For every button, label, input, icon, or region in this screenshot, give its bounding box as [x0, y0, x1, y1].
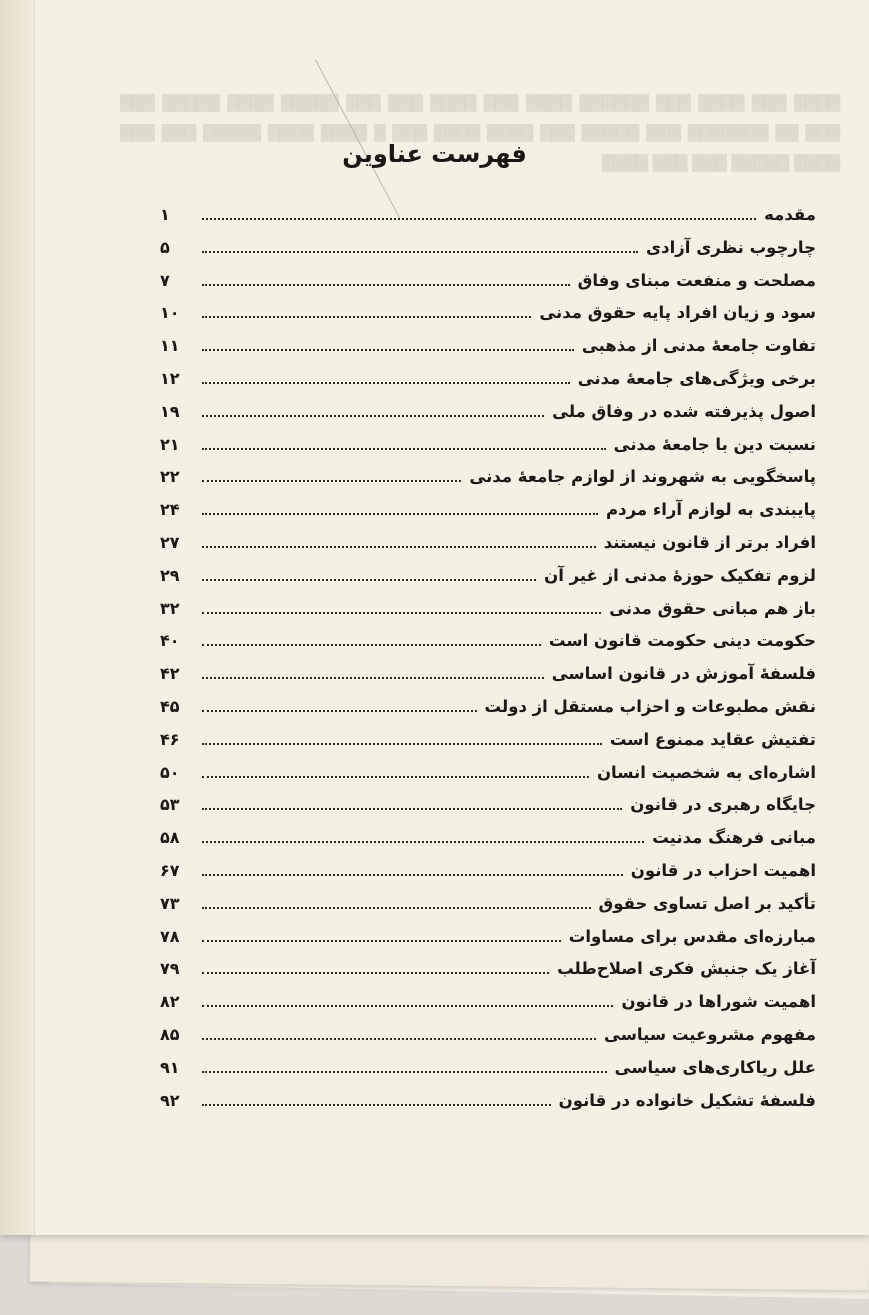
toc-page-number: ۲۷ — [160, 532, 180, 552]
toc-entry-title: فلسفهٔ تشکیل خانواده در قانون — [558, 1090, 816, 1110]
toc-leader-dots — [202, 873, 623, 876]
toc-page-number: ۴۵ — [160, 696, 180, 716]
toc-entry — [160, 927, 816, 960]
toc-page-number: ۱۱ — [160, 336, 180, 356]
toc-entry-title: پایبندی به لوازم آراء مردم — [606, 500, 816, 520]
toc-leader-dots — [202, 971, 549, 974]
toc-entry — [160, 435, 816, 468]
toc-page-number: ۸۲ — [160, 992, 180, 1012]
toc-entry — [160, 664, 816, 697]
toc-page-number: ۵۰ — [160, 762, 180, 782]
toc-leader-dots — [202, 578, 536, 581]
toc-page-number: ۲۱ — [160, 434, 180, 454]
toc-leader-dots — [202, 250, 638, 253]
toc-page-number: ۷۸ — [160, 926, 180, 946]
toc-page-number: ۳۲ — [160, 598, 180, 618]
toc-page-number: ۵ — [160, 237, 170, 257]
toc-entry — [160, 369, 816, 402]
toc-page-number: ۴۶ — [160, 729, 180, 749]
toc-entry-title: نسبت دین با جامعهٔ مدنی — [613, 434, 816, 454]
toc-entry-title: مصلحت و منفعت مبنای وفاق — [577, 270, 816, 290]
page-binding-edge — [0, 0, 35, 1235]
toc-entry — [160, 828, 816, 861]
toc-entry — [160, 631, 816, 664]
toc-entry — [160, 599, 816, 632]
toc-page-number: ۵۸ — [160, 828, 180, 848]
toc-leader-dots — [202, 1070, 607, 1073]
toc-leader-dots — [202, 447, 606, 450]
toc-page-number: ۸۵ — [160, 1024, 180, 1044]
toc-entry-title: تفتیش عقاید ممنوع است — [609, 729, 816, 749]
toc-leader-dots — [202, 479, 461, 482]
toc-entry — [160, 894, 816, 927]
toc-leader-dots — [202, 315, 531, 318]
toc-leader-dots — [202, 1103, 551, 1106]
toc-page-number: ۲۲ — [160, 467, 180, 487]
toc-entry-title: باز هم مبانی حقوق مدنی — [609, 598, 816, 618]
toc-entry-title: تأکید بر اصل تساوی حقوق — [598, 893, 816, 913]
toc-leader-dots — [202, 1037, 596, 1040]
toc-entry-title: مفهوم مشروعیت سیاسی — [604, 1024, 816, 1044]
toc-entry — [160, 959, 816, 992]
toc-leader-dots — [202, 545, 596, 548]
toc-entry-title: اصول پذیرفته شده در وفاق ملی — [552, 401, 816, 421]
toc-page-number: ۷۳ — [160, 893, 180, 913]
toc-page-number: ۱۹ — [160, 401, 180, 421]
toc-page-number: ۲۴ — [160, 500, 180, 520]
toc-leader-dots — [202, 381, 570, 384]
toc-leader-dots — [202, 1004, 613, 1007]
toc-entry — [160, 467, 816, 500]
toc-entry-title: حکومت دینی حکومت قانون است — [548, 631, 816, 651]
toc-entry — [160, 992, 816, 1025]
toc-page-number: ۷ — [160, 270, 170, 290]
toc-entry-title: مقدمه — [764, 205, 816, 224]
toc-entry-title: اهمیت احزاب در قانون — [630, 860, 816, 880]
toc-page-number: ۱۰ — [160, 303, 180, 323]
toc-entry-title: نقش مطبوعات و احزاب مستقل از دولت — [484, 696, 816, 716]
toc-leader-dots — [202, 906, 591, 909]
toc-leader-dots — [202, 611, 601, 614]
toc-page-number: ۱۲ — [160, 368, 180, 388]
toc-entry — [160, 763, 816, 796]
toc-entry — [160, 1091, 816, 1124]
toc-leader-dots — [202, 742, 602, 745]
toc-leader-dots — [202, 348, 574, 351]
toc-leader-dots — [202, 414, 544, 417]
toc-page-number: ۹۲ — [160, 1090, 180, 1110]
toc-entry-title: اهمیت شوراها در قانون — [621, 992, 816, 1012]
toc-entry — [160, 271, 816, 304]
toc-entry — [160, 566, 816, 599]
table-of-contents — [160, 205, 816, 1123]
toc-entry-title: مبارزه‌ای مقدس برای مساوات — [568, 926, 816, 946]
toc-entry-title: لزوم تفکیک حوزهٔ مدنی از غیر آن — [544, 565, 816, 585]
toc-entry — [160, 238, 816, 271]
show-through-text: ████ ███ ████ ███ ██████ ████ ███ ████ ███ ███ █████ ████ █████ ███ ███ ██ ███████ ███ █████ ███ ████ ████ ███ █ ████ ████ █████ ███ ███ ████ █████ ███ ███ ████ — [120, 94, 840, 172]
toc-leader-dots — [202, 512, 598, 515]
toc-entry — [160, 533, 816, 566]
toc-page-number: ۴۰ — [160, 631, 180, 651]
toc-leader-dots — [202, 709, 477, 712]
toc-page-number: ۱ — [160, 205, 170, 224]
toc-entry — [160, 336, 816, 369]
toc-entry — [160, 500, 816, 533]
toc-entry-title: علل ریاکاری‌های سیاسی — [614, 1057, 816, 1077]
toc-entry — [160, 795, 816, 828]
toc-entry — [160, 402, 816, 435]
toc-entry-title: فلسفهٔ آموزش در قانون اساسی — [551, 664, 816, 684]
toc-entry — [160, 730, 816, 763]
toc-entry — [160, 303, 816, 336]
toc-page-number: ۶۷ — [160, 860, 180, 880]
toc-leader-dots — [202, 775, 589, 778]
toc-leader-dots — [202, 840, 644, 843]
toc-entry-title: آغاز یک جنبش فکری اصلاح‌طلب — [557, 959, 816, 979]
toc-leader-dots — [202, 807, 622, 810]
toc-entry — [160, 1025, 816, 1058]
toc-leader-dots — [202, 676, 544, 679]
toc-leader-dots — [202, 217, 756, 220]
toc-entry-title: تفاوت جامعهٔ مدنی از مذهبی — [581, 336, 816, 356]
toc-entry-title: سود و زیان افراد پایه حقوق مدنی — [539, 303, 816, 323]
toc-page-number: ۴۲ — [160, 664, 180, 684]
toc-entry — [160, 1058, 816, 1091]
toc-leader-dots — [202, 643, 541, 646]
toc-entry-title: جایگاه رهبری در قانون — [630, 795, 816, 815]
toc-page-number: ۲۹ — [160, 565, 180, 585]
toc-entry — [160, 861, 816, 894]
toc-page-number: ۵۳ — [160, 795, 180, 815]
toc-leader-dots — [202, 939, 561, 942]
toc-entry-title: چارچوب نظری آزادی — [646, 237, 816, 257]
page-title: فهرست عناوین — [342, 140, 527, 168]
toc-page-number: ۷۹ — [160, 959, 180, 979]
toc-entry-title: افراد برتر از قانون نیستند — [603, 532, 816, 552]
toc-page-number: ۹۱ — [160, 1057, 180, 1077]
toc-entry-title: اشاره‌ای به شخصیت انسان — [596, 762, 816, 782]
toc-leader-dots — [202, 283, 570, 286]
toc-entry-title: مبانی فرهنگ مدنیت — [652, 828, 816, 848]
toc-entry-title: برخی ویژگی‌های جامعهٔ مدنی — [577, 368, 816, 388]
toc-entry — [160, 205, 816, 238]
toc-entry-title: پاسخگویی به شهروند از لوازم جامعهٔ مدنی — [469, 467, 816, 487]
toc-entry — [160, 697, 816, 730]
